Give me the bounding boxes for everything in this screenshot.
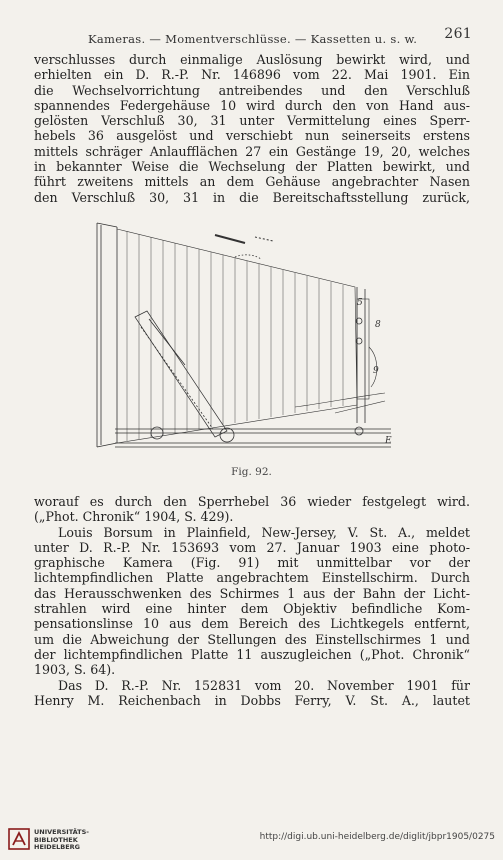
text-line: erhielten ein D. R.-P. Nr. 146896 vom 22. Mai 1901. Ein — [34, 67, 470, 83]
text-line: den Verschluß 30, 31 in die Bereitschaftsstellung zurück, — [34, 189, 470, 205]
text-line: pensationslinse 10 aus dem Bereich des Lichtkegels entfernt, — [34, 616, 470, 632]
text-line: Das D. R.-P. Nr. 152831 vom 20. November 1901 für — [58, 677, 470, 693]
text-line: gelösten Verschluß 30, 31 unter Vermittelung eines Sperr- — [34, 113, 470, 129]
running-title: Kameras. — Momentverschlüsse. — Kassetten u. s. w. — [88, 32, 418, 46]
figure-label: E — [385, 436, 392, 446]
library-logo-icon — [8, 828, 30, 850]
text-line: die Wechselvorrichtung antreibendes und den Verschluß — [34, 82, 470, 98]
figure-label: 9 — [373, 366, 379, 376]
text-line: lichtempfindlichen Platte angebrachtem Einstellschirm. Durch — [34, 570, 470, 586]
text-line: unter D. R.-P. Nr. 153693 vom 27. Januar 1903 eine photo- — [34, 539, 470, 555]
institution-name: UNIVERSITÄTS- BIBLIOTHEK HEIDELBERG — [34, 828, 89, 851]
text-line: Louis Borsum in Plainfield, New-Jersey, V. St. A., meldet — [58, 524, 470, 540]
text-line: strahlen wird eine hinter dem Objektiv befindliche Kom- — [34, 601, 470, 617]
text-line: der lichtempfindlichen Platte 11 auszugleichen („Phot. Chronik“ — [34, 646, 470, 662]
text-line: mittels schräger Anlaufflächen 27 ein Gestänge 19, 20, welches — [34, 143, 470, 159]
source-url[interactable]: http://digi.ub.uni-heidelberg.de/diglit/jbpr1905/0275 — [259, 832, 495, 842]
figure-label: 5 — [357, 298, 363, 308]
paragraph-1 — [34, 52, 470, 205]
text-line: in bekannter Weise die Wechselung der Platten bewirkt, und — [34, 159, 470, 175]
paragraph-2 — [34, 494, 470, 708]
text-line: („Phot. Chronik“ 1904, S. 429). — [34, 509, 234, 525]
footer — [0, 822, 503, 860]
text-line: worauf es durch den Sperrhebel 36 wieder festgelegt wird. — [34, 494, 470, 509]
text-line: spannendes Federgehäuse 10 wird durch den von Hand aus- — [34, 97, 470, 113]
text-line: Henry M. Reichenbach in Dobbs Ferry, V. St. A., lautet — [34, 692, 470, 708]
text-line: hebels 36 ausgelöst und verschiebt nun seinerseits erstens — [34, 128, 470, 144]
page-number: 261 — [444, 26, 472, 42]
text-line: um die Abweichung der Stellungen des Einstellschirmes 1 und — [34, 631, 470, 647]
text-line: das Herausschwenken des Schirmes 1 aus der Bahn der Licht- — [34, 585, 470, 601]
figure-label: 8 — [375, 320, 381, 330]
figure-caption: Fig. 92. — [231, 466, 272, 478]
text-line: verschlusses durch einmalige Auslösung bewirkt wird, und — [34, 52, 470, 67]
text-line: graphische Kamera (Fig. 91) mit unmittelbar vor der — [34, 555, 470, 571]
text-line: führt zweitens mittels an dem Gehäuse angebrachter Nasen — [34, 174, 470, 190]
text-line: 1903, S. 64). — [34, 662, 116, 678]
camera-bellows-figure — [95, 217, 395, 462]
